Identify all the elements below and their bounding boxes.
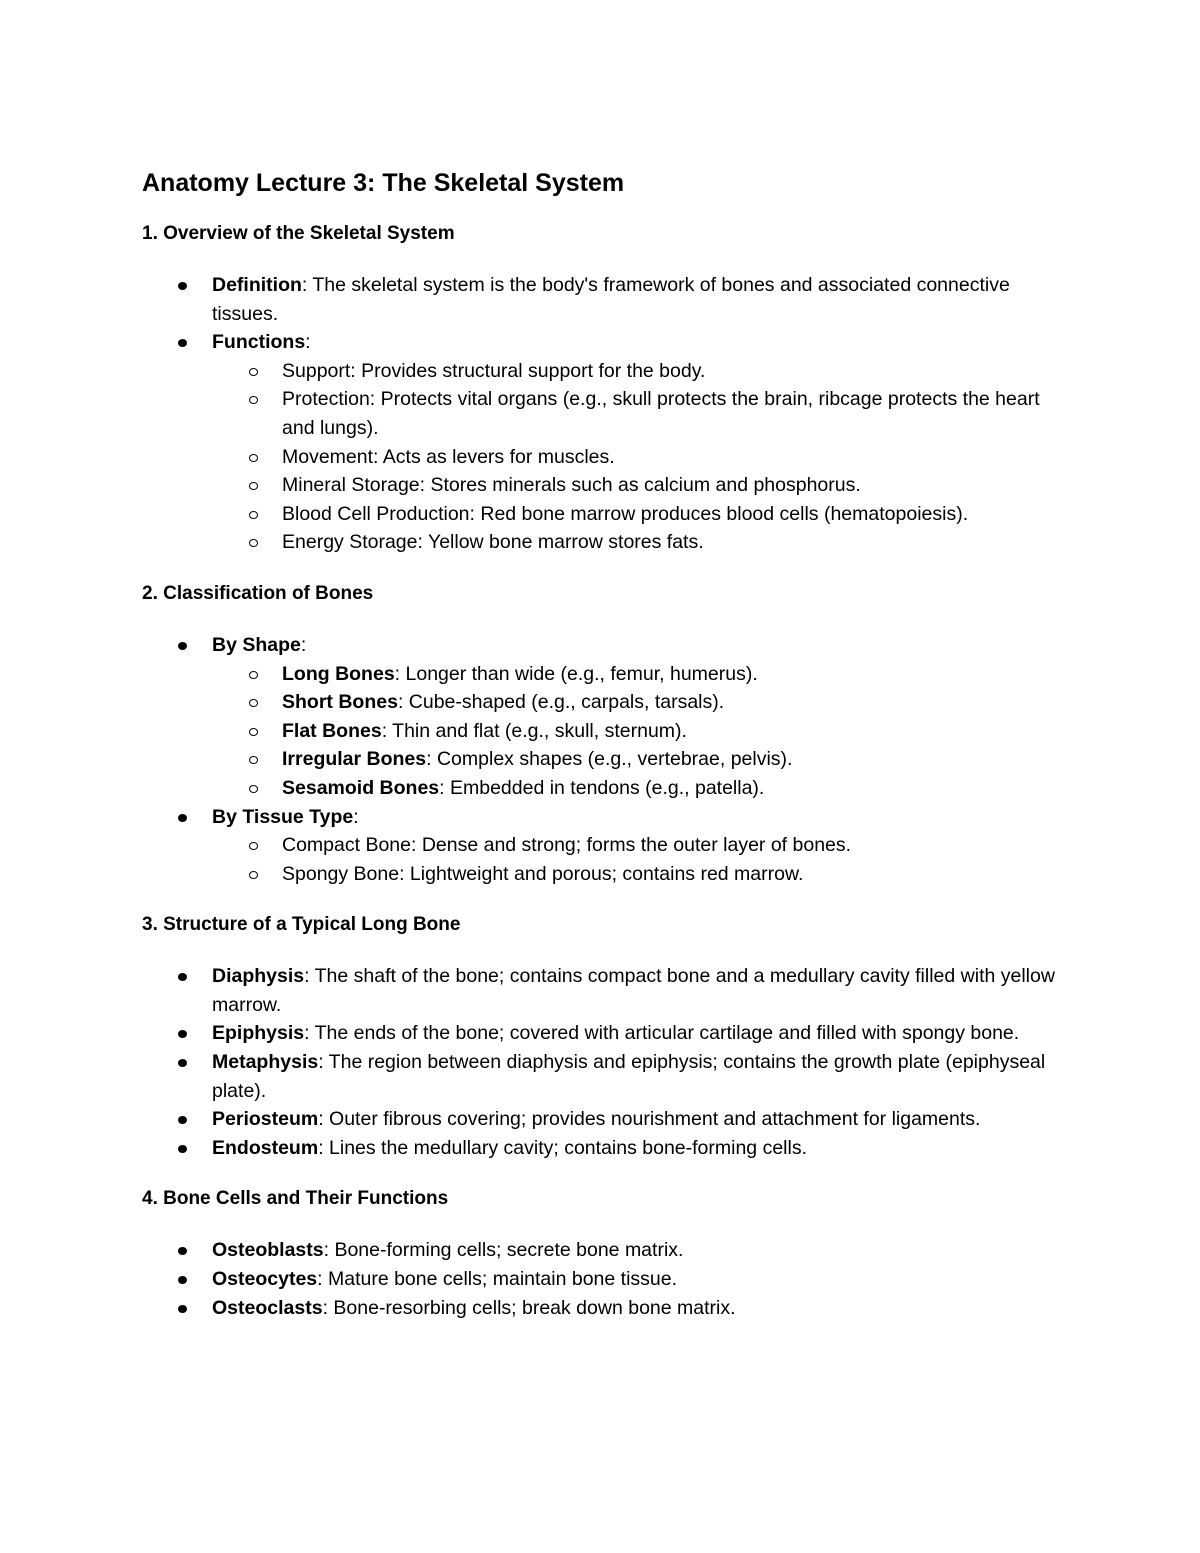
document-page — [142, 166, 1062, 1345]
sub-item-text: Protection: Protects vital organs (e.g., skull protects the brain, ribcage protects the heart and lungs). — [282, 388, 1040, 439]
item-term: By Shape — [212, 633, 301, 656]
section-heading: 4. Bone Cells and Their Functions — [142, 1188, 449, 1210]
sub-item-term: Short Bones — [282, 691, 398, 714]
section-heading: 3. Structure of a Typical Long Bone — [142, 914, 461, 936]
item-text: : Outer fibrous covering; provides nourishment and attachment for ligaments. — [318, 1108, 981, 1131]
bullet-disc-icon — [178, 1145, 187, 1153]
list-item — [142, 1048, 1062, 1105]
sub-list-item — [142, 357, 1062, 386]
bullet-circle-icon — [249, 756, 258, 764]
sub-bullet-list — [142, 831, 1062, 888]
sub-item-text: Compact Bone: Dense and strong; forms the outer layer of bones. — [282, 834, 852, 857]
item-text: : Bone-resorbing cells; break down bone matrix. — [322, 1296, 736, 1319]
document-title: Anatomy Lecture 3: The Skeletal System — [142, 169, 625, 197]
item-term: Epiphysis — [212, 1022, 305, 1045]
list-item — [142, 1236, 1062, 1265]
bullet-circle-icon — [249, 699, 258, 707]
item-text: : The skeletal system is the body's framework of bones and associated connective tissues. — [212, 274, 1010, 325]
sub-item-term: Sesamoid Bones — [282, 776, 440, 799]
bullet-circle-icon — [249, 396, 258, 404]
sub-list-item — [142, 774, 1062, 803]
bullet-circle-icon — [249, 368, 258, 376]
section-heading: 1. Overview of the Skeletal System — [142, 223, 455, 244]
sub-item-text: Support: Provides structural support for the body. — [282, 359, 706, 382]
list-item — [142, 962, 1062, 1019]
item-term: Osteocytes — [212, 1268, 318, 1291]
sub-item-term: Flat Bones — [282, 719, 382, 742]
bullet-circle-icon — [249, 842, 258, 850]
item-text: : The ends of the bone; covered with articular cartilage and filled with spongy bone. — [304, 1022, 1020, 1045]
bullet-disc-icon — [178, 1116, 187, 1124]
bullet-disc-icon — [178, 1305, 187, 1313]
bullet-list — [142, 271, 1062, 557]
list-item — [142, 631, 1062, 803]
item-term: Diaphysis — [212, 965, 305, 988]
bullet-circle-icon — [249, 671, 258, 679]
item-term: Endosteum — [212, 1136, 319, 1159]
bullet-disc-icon — [178, 642, 187, 650]
sub-list-item — [142, 660, 1062, 689]
list-item — [142, 1134, 1062, 1163]
list-item — [142, 328, 1062, 557]
sub-list-item — [142, 443, 1062, 472]
bullet-disc-icon — [178, 814, 187, 822]
bullet-disc-icon — [178, 339, 187, 347]
sub-list-item — [142, 500, 1062, 529]
sub-list-item — [142, 860, 1062, 889]
item-text: : — [305, 331, 311, 354]
sub-item-text: Energy Storage: Yellow bone marrow stores fats. — [282, 531, 704, 554]
section-heading: 2. Classification of Bones — [142, 582, 374, 604]
bullet-disc-icon — [178, 973, 187, 981]
bullet-circle-icon — [249, 511, 258, 519]
bullet-list — [142, 1236, 1062, 1322]
sub-list-item — [142, 471, 1062, 500]
list-item — [142, 1105, 1062, 1134]
item-text: : Bone-forming cells; secrete bone matrix. — [323, 1239, 684, 1262]
sub-list-item — [142, 528, 1062, 557]
sub-bullet-list — [142, 660, 1062, 803]
item-term: Definition — [212, 274, 302, 296]
item-term: Functions — [212, 331, 306, 354]
document-body — [142, 220, 1062, 1322]
sub-item-text: Blood Cell Production: Red bone marrow produces blood cells (hematopoiesis). — [282, 502, 969, 525]
item-term: Osteoclasts — [212, 1296, 323, 1319]
bullet-circle-icon — [249, 482, 258, 490]
sub-item-text: : Thin and flat (e.g., skull, sternum). — [381, 719, 687, 742]
bullet-circle-icon — [249, 539, 258, 547]
list-item — [142, 803, 1062, 889]
sub-bullet-list — [142, 357, 1062, 557]
bullet-disc-icon — [178, 1247, 187, 1255]
bullet-circle-icon — [249, 785, 258, 793]
sub-item-text: : Embedded in tendons (e.g., patella). — [439, 776, 765, 799]
item-text: : The shaft of the bone; contains compact bone and a medullary cavity filled with yellow marrow. — [212, 965, 1055, 1016]
list-item — [142, 1294, 1062, 1323]
sub-item-text: : Cube-shaped (e.g., carpals, tarsals). — [397, 691, 725, 714]
bullet-disc-icon — [178, 1030, 187, 1038]
bullet-circle-icon — [249, 728, 258, 736]
item-term: By Tissue Type — [212, 805, 354, 828]
item-text: : — [300, 633, 307, 656]
sub-item-text: Movement: Acts as levers for muscles. — [282, 445, 615, 468]
sub-list-item — [142, 385, 1062, 442]
sub-list-item — [142, 745, 1062, 774]
bullet-circle-icon — [249, 454, 258, 462]
sub-item-term: Long Bones — [282, 662, 395, 685]
sub-item-text: Spongy Bone: Lightweight and porous; contains red marrow. — [282, 862, 804, 885]
item-term: Periosteum — [212, 1108, 319, 1131]
list-item — [142, 1019, 1062, 1048]
sub-list-item — [142, 717, 1062, 746]
item-term: Osteoblasts — [212, 1239, 324, 1262]
bullet-disc-icon — [178, 1276, 187, 1284]
sub-item-text: : Longer than wide (e.g., femur, humerus). — [394, 662, 758, 685]
bullet-disc-icon — [178, 282, 187, 290]
bullet-list — [142, 962, 1062, 1162]
sub-list-item — [142, 688, 1062, 717]
bullet-disc-icon — [178, 1059, 187, 1067]
sub-list-item — [142, 831, 1062, 860]
item-term: Metaphysis — [212, 1051, 319, 1074]
sub-item-term: Irregular Bones — [282, 748, 427, 771]
item-text: : Mature bone cells; maintain bone tissue. — [317, 1268, 678, 1291]
sub-item-text: Mineral Storage: Stores minerals such as calcium and phosphorus. — [282, 474, 861, 497]
bullet-circle-icon — [249, 871, 258, 879]
list-item — [142, 1265, 1062, 1294]
sub-item-text: : Complex shapes (e.g., vertebrae, pelvis). — [426, 748, 793, 771]
item-text: : The region between diaphysis and epiphysis; contains the growth plate (epiphyseal plate). — [212, 1051, 1046, 1102]
item-text: : — [353, 805, 359, 828]
item-text: : Lines the medullary cavity; contains bone-forming cells. — [318, 1136, 808, 1159]
bullet-list — [142, 631, 1062, 888]
list-item — [142, 271, 1062, 328]
